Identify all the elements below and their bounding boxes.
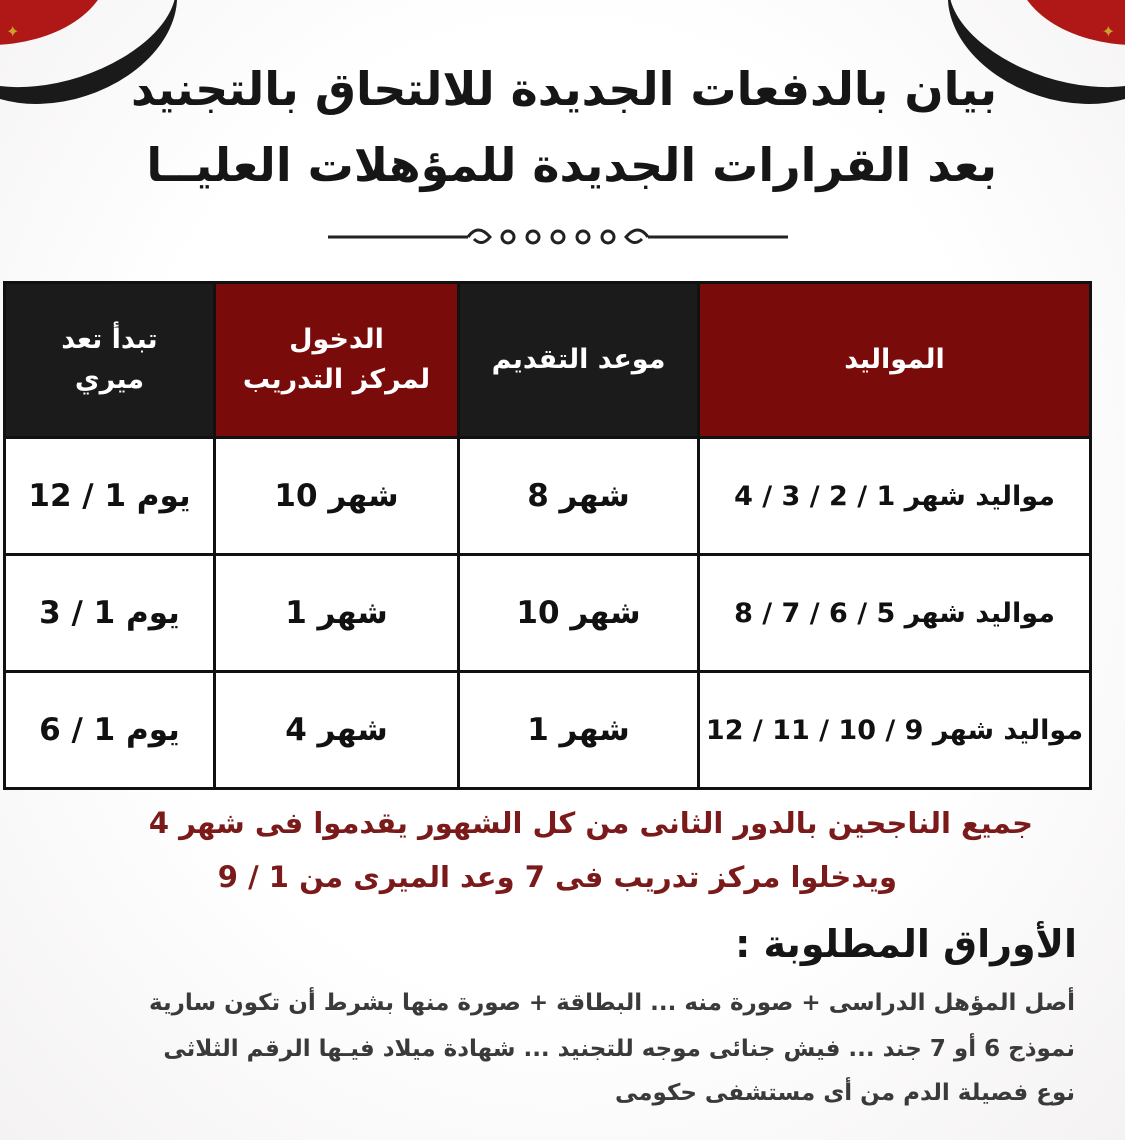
second-round-note-line2: ويدخلوا مركز تدريب فى 7 وعد الميرى من 1 / 9 <box>217 860 897 894</box>
cell-miri: يوم 1 / 12 <box>5 438 215 555</box>
header-births-text: المواليد <box>844 343 945 375</box>
cell-apply: شهر 8 <box>459 438 699 555</box>
cell-miri: يوم 1 / 6 <box>5 672 215 789</box>
required-document-line: نوع فصيلة الدم من أى مستشفى حكومى <box>615 1080 1075 1106</box>
cell-miri: يوم 1 / 3 <box>5 555 215 672</box>
cell-training: شهر 10 <box>215 438 459 555</box>
header-apply-text: موعد التقديم <box>491 343 666 375</box>
divider-ornament-icon <box>328 220 788 254</box>
table-header-row <box>5 283 1091 438</box>
second-round-note-line1: جميع الناجحين بالدور الثانى من كل الشهور يقدموا فى شهر 4 <box>148 806 1033 840</box>
cell-apply: شهر 1 <box>459 672 699 789</box>
table-row <box>5 555 1091 672</box>
header-births <box>699 283 1091 438</box>
page-title-line2: بعد القرارات الجديدة للمؤهلات العليــا <box>146 138 997 192</box>
cell-births: مواليد شهر 9 / 10 / 11 / 12 <box>699 672 1091 789</box>
eagle-emblem-icon: ✦ <box>1101 22 1115 41</box>
cell-apply: شهر 10 <box>459 555 699 672</box>
cell-training: شهر 4 <box>215 672 459 789</box>
required-document-line: أصل المؤهل الدراسى + صورة منه ... البطاقة + صورة منها بشرط أن تكون سارية <box>149 990 1075 1016</box>
cell-births: مواليد شهر 5 / 6 / 7 / 8 <box>699 555 1091 672</box>
cell-training: شهر 1 <box>215 555 459 672</box>
header-apply-date <box>459 283 699 438</box>
header-training-line2: لمركز التدريب <box>242 364 431 395</box>
enlistment-schedule-table <box>3 281 1092 790</box>
cell-births: مواليد شهر 1 / 2 / 3 / 4 <box>699 438 1091 555</box>
table-row <box>5 438 1091 555</box>
page-title-line1: بيان بالدفعات الجديدة للالتحاق بالتجنيد <box>130 62 997 116</box>
header-miri-line1: تبدأ تعد <box>61 323 158 355</box>
required-document-line: نموذج 6 أو 7 جند ... فيش جنائى موجه للتجنيد ... شهادة ميلاد فيـها الرقم الثلاثى <box>163 1036 1075 1062</box>
required-documents-heading: الأوراق المطلوبة : <box>735 922 1077 966</box>
header-training-line1: الدخول <box>289 323 384 355</box>
header-training-entry <box>215 283 459 438</box>
table-row <box>5 672 1091 789</box>
header-miri-line2: ميري <box>74 364 145 395</box>
eagle-emblem-icon: ✦ <box>6 22 20 41</box>
header-service-start <box>5 283 215 438</box>
